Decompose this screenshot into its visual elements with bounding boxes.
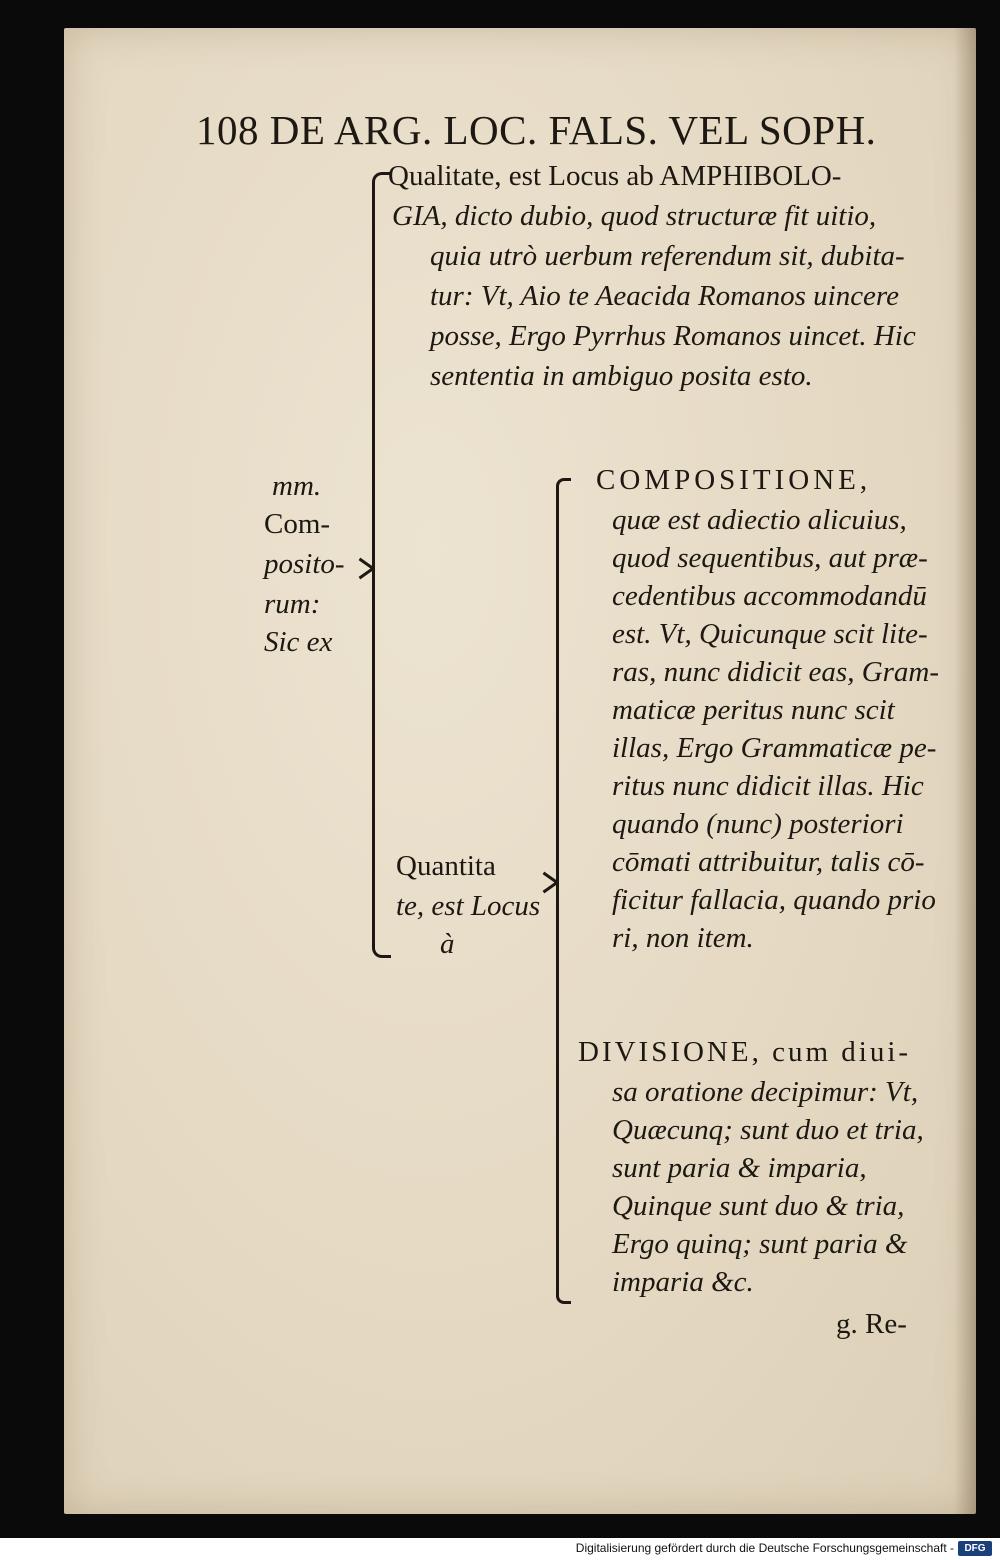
compositione-line: cōmati attribuitur, talis cō- [612,846,925,878]
margin-line: rum: [264,588,321,620]
margin-line: mm. [272,470,322,502]
compositione-line: quod sequentibus, aut præ- [612,542,928,574]
compositione-line: cedentibus accommodandū [612,580,927,612]
page-header: 108 DE ARG. LOC. FALS. VEL SOPH. [196,107,877,153]
qualitate-line: posse, Ergo Pyrrhus Romanos uincet. Hic [430,320,916,352]
compositione-line: ritus nunc didicit illas. Hic [612,770,924,802]
margin-line: posito- [264,548,345,580]
qualitate-line: quia utrò uerbum referendum sit, dubita- [430,240,905,272]
compositione-line: COMPOSITIONE, [596,464,872,496]
qualitate-line: sententia in ambiguo posita esto. [430,360,813,392]
compositione-line: illas, Ergo Grammaticæ pe- [612,732,937,764]
quantitate-line: à [440,928,455,960]
divisione-line: Quinque sunt duo & tria, [612,1190,905,1222]
compositione-line: ficitur fallacia, quando prio [612,884,936,916]
quantitate-line: Quantita [396,850,496,882]
margin-line: Com- [264,508,331,540]
main-bracket [372,172,391,958]
compositione-line: quando (nunc) posteriori [612,808,904,840]
divisione-line: DIVISIONE, cum diui- [578,1036,912,1068]
qualitate-line: GIA, dicto dubio, quod structuræ fit uitio, [392,200,877,232]
quantitate-line: te, est Locus [396,890,541,922]
compositione-line: est. Vt, Quicunque scit lite- [612,618,928,650]
secondary-bracket [556,478,571,1304]
compositione-line: ri, non item. [612,922,754,954]
compositione-line: maticæ peritus nunc scit [612,694,895,726]
divisione-line: Ergo quinq; sunt paria & [612,1228,908,1260]
compositione-line: quæ est adiectio alicuius, [612,504,907,536]
catchword: g. Re- [836,1308,907,1340]
divisione-line: sa oratione decipimur: Vt, [612,1076,919,1108]
divisione-line: sunt paria & imparia, [612,1152,867,1184]
divisione-line: Quæcunq; sunt duo et tria, [612,1114,924,1146]
compositione-line: ras, nunc didicit eas, Gram- [612,656,940,688]
qualitate-line: Qualitate, est Locus ab AMPHIBOLO- [388,160,842,192]
dfg-logo-icon: DFG [958,1541,992,1556]
page-edge-shadow [954,28,976,1514]
qualitate-line: tur: Vt, Aio te Aeacida Romanos uincere [430,280,900,312]
margin-line: Sic ex [264,626,333,658]
footer-credit: Digitalisierung gefördert durch die Deutsche Forschungsgemeinschaft - [575,1541,954,1555]
divisione-line: imparia &c. [612,1266,754,1298]
